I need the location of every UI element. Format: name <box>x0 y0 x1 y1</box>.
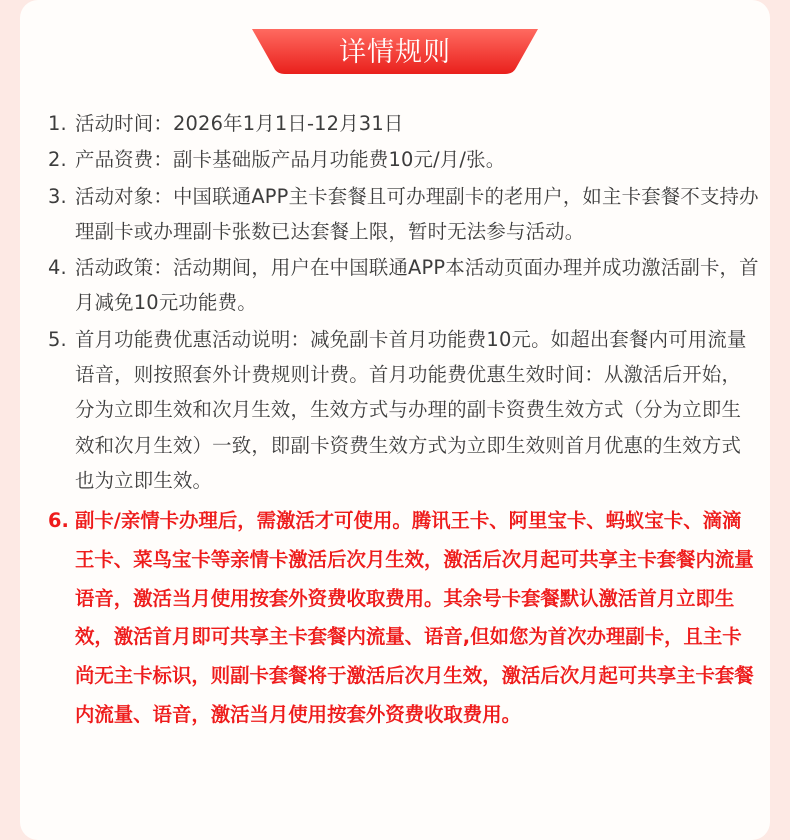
rule-item-5 <box>48 322 760 498</box>
rule-number: 6. <box>48 509 69 533</box>
section-banner <box>0 0 790 90</box>
rule-number: 1. <box>48 112 67 135</box>
rule-item-3 <box>48 179 760 250</box>
rule-number: 3. <box>48 184 67 208</box>
rule-item-1 <box>48 106 760 141</box>
section-title: 详情规则 <box>339 37 451 68</box>
rule-item-4 <box>48 250 760 321</box>
rule-number: 4. <box>48 256 67 280</box>
rule-text: 副卡/亲情卡办理后，需激活才可使用。腾讯王卡、阿里宝卡、蚂蚁宝卡、滴滴王卡、菜鸟宝卡等亲情卡激活后次月生效，激活后次月起可共享主卡套餐内流量语音，激活当月使用按套外资费收取费用。其余号卡套餐默认激活首月立即生效，激活首月即可共享主卡套餐内流量、语音,但如您为首次办理副卡，且主卡尚无主卡标识，则副卡套餐将于激活后次月生效，激活后次月起可共享主卡套餐内流量、语音，激活当月使用按套外资费收取费用。 <box>75 509 754 726</box>
rules-list <box>48 106 760 734</box>
rule-item-2 <box>48 142 760 177</box>
rule-text: 首月功能费优惠活动说明：减免副卡首月功能费10元。如超出套餐内可用流量语音，则按照套外计费规则计费。首月功能费优惠生效时间：从激活后开始，分为立即生效和次月生效，生效方式与办理的副卡资费生效方式（分为立即生效和次月生效）一致，即副卡资费生效方式为立即生效则首月优惠的生效方式也为立即生效。 <box>75 327 747 492</box>
rule-text: 活动政策：活动期间，用户在中国联通APP本活动页面办理并成功激活副卡，首月减免10元功能费。 <box>75 256 759 315</box>
rule-number: 2. <box>48 148 67 172</box>
rule-number: 5. <box>48 327 67 351</box>
rule-text: 活动对象：中国联通APP主卡套餐且可办理副卡的老用户，如主卡套餐不支持办理副卡或办理副卡张数已达套餐上限，暂时无法参与活动。 <box>75 184 759 243</box>
rule-item-6-highlight <box>48 502 760 734</box>
rule-text: 产品资费：副卡基础版产品月功能费10元/月/张。 <box>75 148 506 172</box>
rule-text: 活动时间：2026年1月1日-12月31日 <box>75 112 404 135</box>
